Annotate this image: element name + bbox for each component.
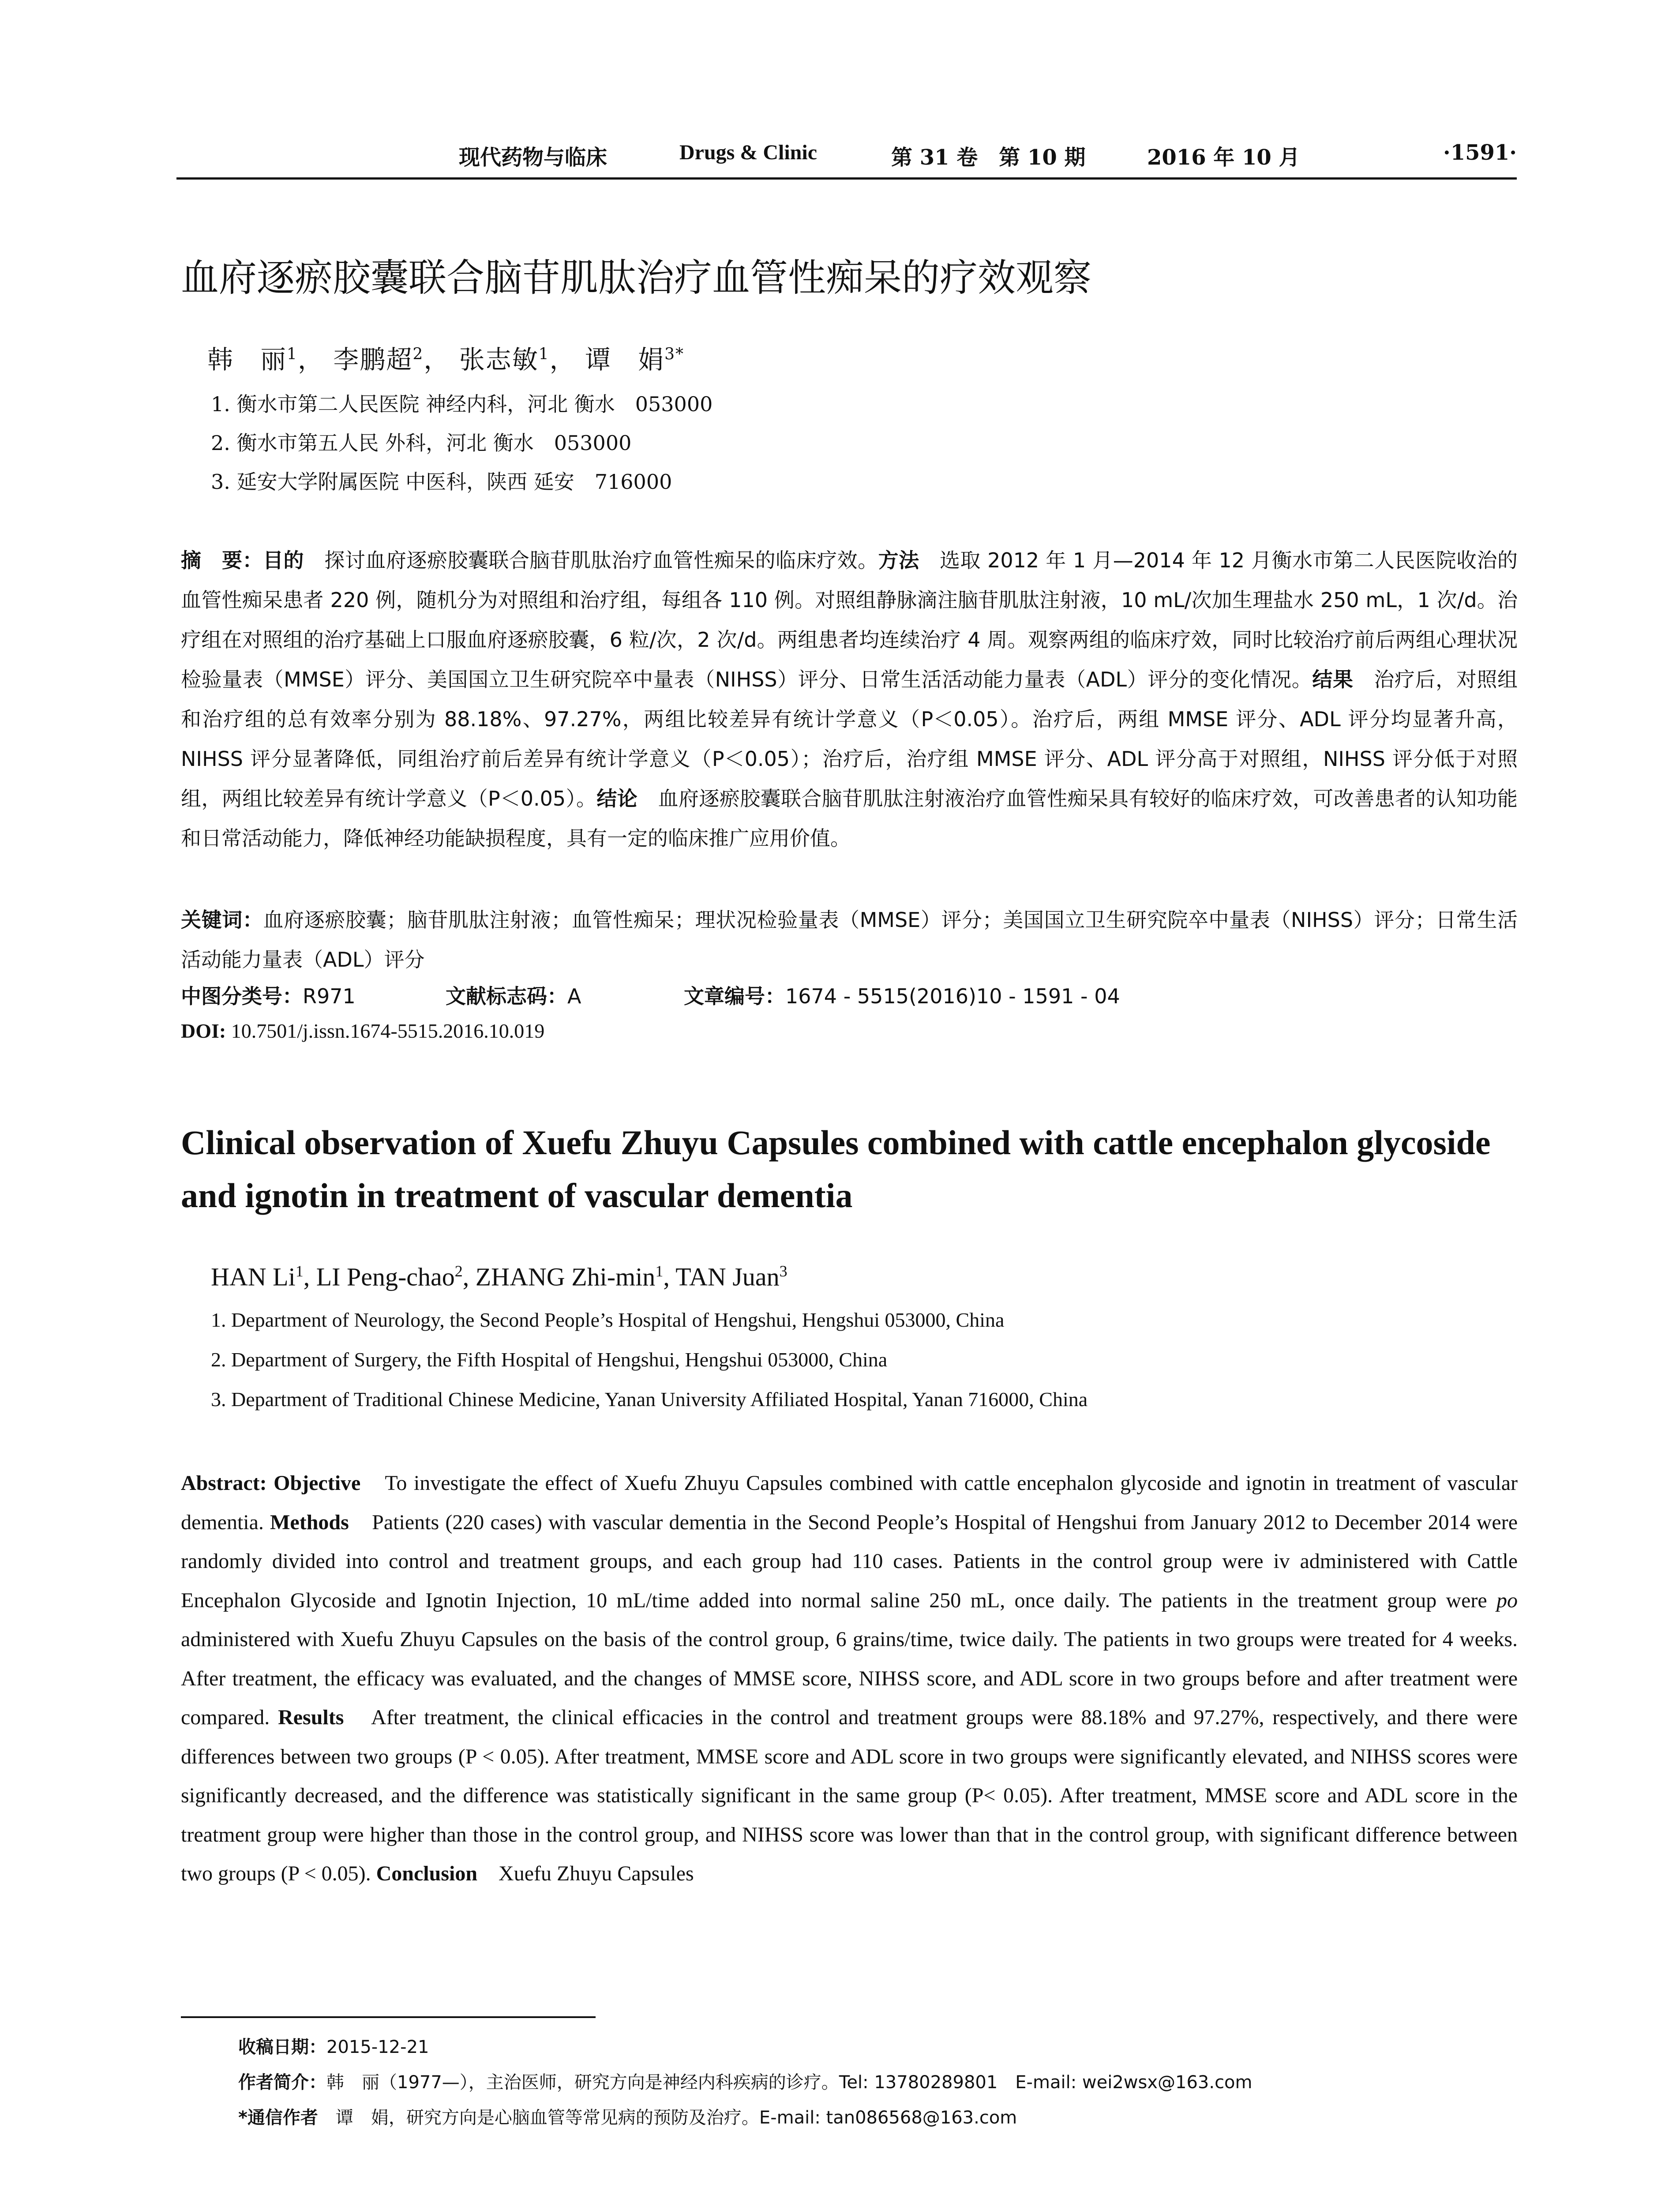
- author-name: 韩 丽: [207, 345, 287, 375]
- methods-text-2: administered with Xuefu Zhuyu Capsules on the basis of the control group, 6 grains/time, twice daily. The patients in two groups were treated for 4 weeks. After treatment, the efficacy was evaluated, and the changes of MMSE score, NIHSS score, and ADL score in two groups before and after treatment were compared.: [181, 1628, 1518, 1729]
- methods-po: po: [1496, 1588, 1518, 1612]
- conclusion-text: Xuefu Zhuyu Capsules: [477, 1862, 694, 1885]
- author-bio: 韩 丽（1977—），主治医师，研究方向是神经内科疾病的诊疗。Tel: 13780289801 E-mail: wei2wsx@163.com: [326, 2072, 1252, 2093]
- author-sup: 3*: [664, 345, 684, 364]
- author-sup: 1: [295, 1262, 304, 1280]
- abstract-label: 摘 要：: [181, 548, 263, 572]
- results-label: 结果: [1312, 668, 1354, 691]
- author-name: TAN Juan: [675, 1262, 780, 1291]
- clc-label: 中图分类号：: [181, 984, 303, 1008]
- issue-date: 2016 年 10 月: [1147, 145, 1300, 170]
- running-header: [176, 140, 1517, 176]
- affiliation-cn-3: 3. 延安大学附属医院 中医科，陕西 延安 716000: [211, 470, 672, 494]
- article-no-label: 文章编号：: [684, 984, 785, 1008]
- affiliation-cn-2: 2. 衡水市第五人民 外科，河北 衡水 053000: [211, 431, 632, 455]
- methods-label: Methods: [270, 1510, 349, 1534]
- article-no-value: 1674 - 5515(2016)10 - 1591 - 04: [785, 984, 1120, 1008]
- objective-label: 目的: [262, 548, 304, 572]
- objective-text: 探讨血府逐瘀胶囊联合脑苷肌肽治疗血管性痴呆的临床疗效。: [304, 548, 878, 572]
- affiliation-en-2: 2. Department of Surgery, the Fifth Hospital of Hengshui, Hengshui 053000, China: [211, 1348, 888, 1371]
- author-bio-label: 作者简介：: [238, 2072, 326, 2093]
- abstract-objective-label: Abstract: Objective: [181, 1471, 361, 1495]
- authors-cn: 韩 丽$^1$， 李鹏超$^2$， 张志敏$^1$， 谭 娟$^{3*}$: [207, 345, 684, 375]
- authors-en: HAN Li$^1$, LI Peng-chao$^2$, ZHANG Zhi-$\min^1$, TAN Juan$^3$: [211, 1262, 788, 1291]
- methods-label: 方法: [878, 548, 919, 572]
- author-name: LI Peng-chao: [316, 1262, 455, 1291]
- keywords-cn: [181, 900, 1518, 979]
- page-number: ·1591·: [1443, 140, 1517, 165]
- author-name: HAN Li: [211, 1262, 296, 1291]
- objective-text: To investigate the effect of Xuefu Zhuyu Capsules combined with cattle encephalon glycoside and ignotin in treatment of vascular dementia.: [181, 1471, 1518, 1534]
- conclusion-label: Conclusion: [376, 1862, 478, 1885]
- results-text: After treatment, the clinical efficacies in the control and treatment groups were 88.18% and 97.27%, respectively, and there were differences between two groups (P < 0.05). After treatment, MMSE score and ADL score in two groups were significantly elevated, and NIHSS scores were significantly decreased, and the difference was statistically significant in the same group (P< 0.05). After treatment, MMSE score and ADL score in the treatment group were higher than those in the control group, and NIHSS score was lower than that in the control group, with significant difference between two groups (P < 0.05).: [181, 1706, 1518, 1885]
- conclusion-text: 血府逐瘀胶囊联合脑苷肌肽注射液治疗血管性痴呆具有较好的临床疗效，可改善患者的认知功能和日常活动能力，降低神经功能缺损程度，具有一定的临床推广应用价值。: [181, 787, 1518, 850]
- abstract-en: [181, 1464, 1518, 1894]
- corresponding-text: 谭 娟，研究方向是心脑血管等常见病的预防及治疗。E-mail: tan086568@163.com: [318, 2108, 1017, 2128]
- corresponding-label: *通信作者: [238, 2108, 318, 2128]
- conclusion-label: 结论: [596, 787, 638, 810]
- footnote-rule: [181, 2016, 596, 2018]
- author-sup: 2: [454, 1262, 463, 1280]
- results-text: 治疗后，对照组和治疗组的总有效率分别为 88.18%、97.27%，两组比较差异有统计学意义（P＜0.05）。治疗后，两组 MMSE 评分、ADL 评分均显著升高，NIHSS 评分显著降低，同组治疗前后差异有统计学意义（P＜0.05）；治疗后，治疗组 MMSE 评分、ADL 评分高于对照组，NIHSS 评分低于对照组，两组比较差异有统计学意义（P＜0.05）。: [181, 668, 1518, 810]
- author-name: 李鹏超: [333, 345, 413, 375]
- title-en: Clinical observation of Xuefu Zhuyu Capsules combined with cattle encephalon glycoside and ignotin in treatment of vascular dementia: [181, 1123, 1491, 1215]
- abstract-cn: [181, 540, 1518, 858]
- footnote-received: [238, 2033, 429, 2058]
- author-sup: 3: [779, 1262, 788, 1280]
- header-rule: [176, 177, 1517, 180]
- received-label: 收稿日期：: [238, 2037, 326, 2057]
- clc-value: R971: [303, 984, 356, 1008]
- journal-name-cn: 现代药物与临床: [459, 145, 608, 170]
- author-sup: 1: [538, 345, 550, 364]
- affiliation-en-1: 1. Department of Neurology, the Second People’s Hospital of Hengshui, Hengshui 053000, China: [211, 1309, 1005, 1331]
- author-name: 张志敏: [459, 345, 539, 375]
- volume-issue: 第 31 卷 第 10 期: [891, 145, 1086, 170]
- journal-name-en: Drugs & Clinic: [679, 141, 817, 164]
- author-sup: 1: [287, 345, 298, 364]
- doi-label: DOI:: [181, 1020, 226, 1042]
- classification-line: [181, 980, 1120, 1009]
- doc-code-value: A: [567, 984, 581, 1008]
- author-name: 谭 娟: [585, 345, 665, 375]
- footnote-author: [238, 2068, 1252, 2093]
- keywords-text: 血府逐瘀胶囊；脑苷肌肽注射液；血管性痴呆；理状况检验量表（MMSE）评分；美国国立卫生研究院卒中量表（NIHSS）评分；日常生活活动能力量表（ADL）评分: [181, 908, 1518, 972]
- title-cn: 血府逐瘀胶囊联合脑苷肌肽治疗血管性痴呆的疗效观察: [181, 256, 1091, 300]
- methods-text: 选取 2012 年 1 月—2014 年 12 月衡水市第二人民医院收治的血管性痴呆患者 220 例，随机分为对照组和治疗组，每组各 110 例。对照组静脉滴注脑苷肌肽注射液，10 mL/次加生理盐水 250 mL，1 次/d。治疗组在对照组的治疗基础上口服血府逐瘀胶囊，6 粒/次，2 次/d。两组患者均连续治疗 4 周。观察两组的临床疗效，同时比较治疗前后两组心理状况检验量表（MMSE）评分、美国国立卫生研究院卒中量表（NIHSS）评分、日常生活活动能力量表（ADL）评分的变化情况。: [181, 548, 1518, 691]
- doi-value: 10.7501/j.issn.1674-5515.2016.10.019: [226, 1020, 545, 1042]
- author-name: ZHANG Zhi-min: [475, 1262, 656, 1291]
- doc-code-label: 文献标志码：: [446, 984, 567, 1008]
- author-sup: 1: [655, 1262, 664, 1280]
- affiliation-cn-1: 1. 衡水市第二人民医院 神经内科，河北 衡水 053000: [211, 392, 713, 416]
- methods-text-1: Patients (220 cases) with vascular dementia in the Second People’s Hospital of Hengshui from January 2012 to December 2014 were randomly divided into control and treatment groups, and each group had 110 cases. Patients in the control group were iv administered with Cattle Encephalon Glycoside and Ignotin Injection, 10 mL/time added into normal saline 250 mL, once daily. The patients in the treatment group were: [181, 1510, 1518, 1612]
- affiliation-en-3: 3. Department of Traditional Chinese Medicine, Yanan University Affiliated Hospital, Yanan 716000, China: [211, 1388, 1088, 1411]
- footnote-corresponding: [238, 2104, 1017, 2129]
- keywords-label: 关键词：: [181, 908, 263, 932]
- doi-line: [181, 1019, 544, 1043]
- results-label: Results: [278, 1706, 344, 1729]
- author-sup: 2: [412, 345, 424, 364]
- received-date: 2015-12-21: [326, 2037, 429, 2057]
